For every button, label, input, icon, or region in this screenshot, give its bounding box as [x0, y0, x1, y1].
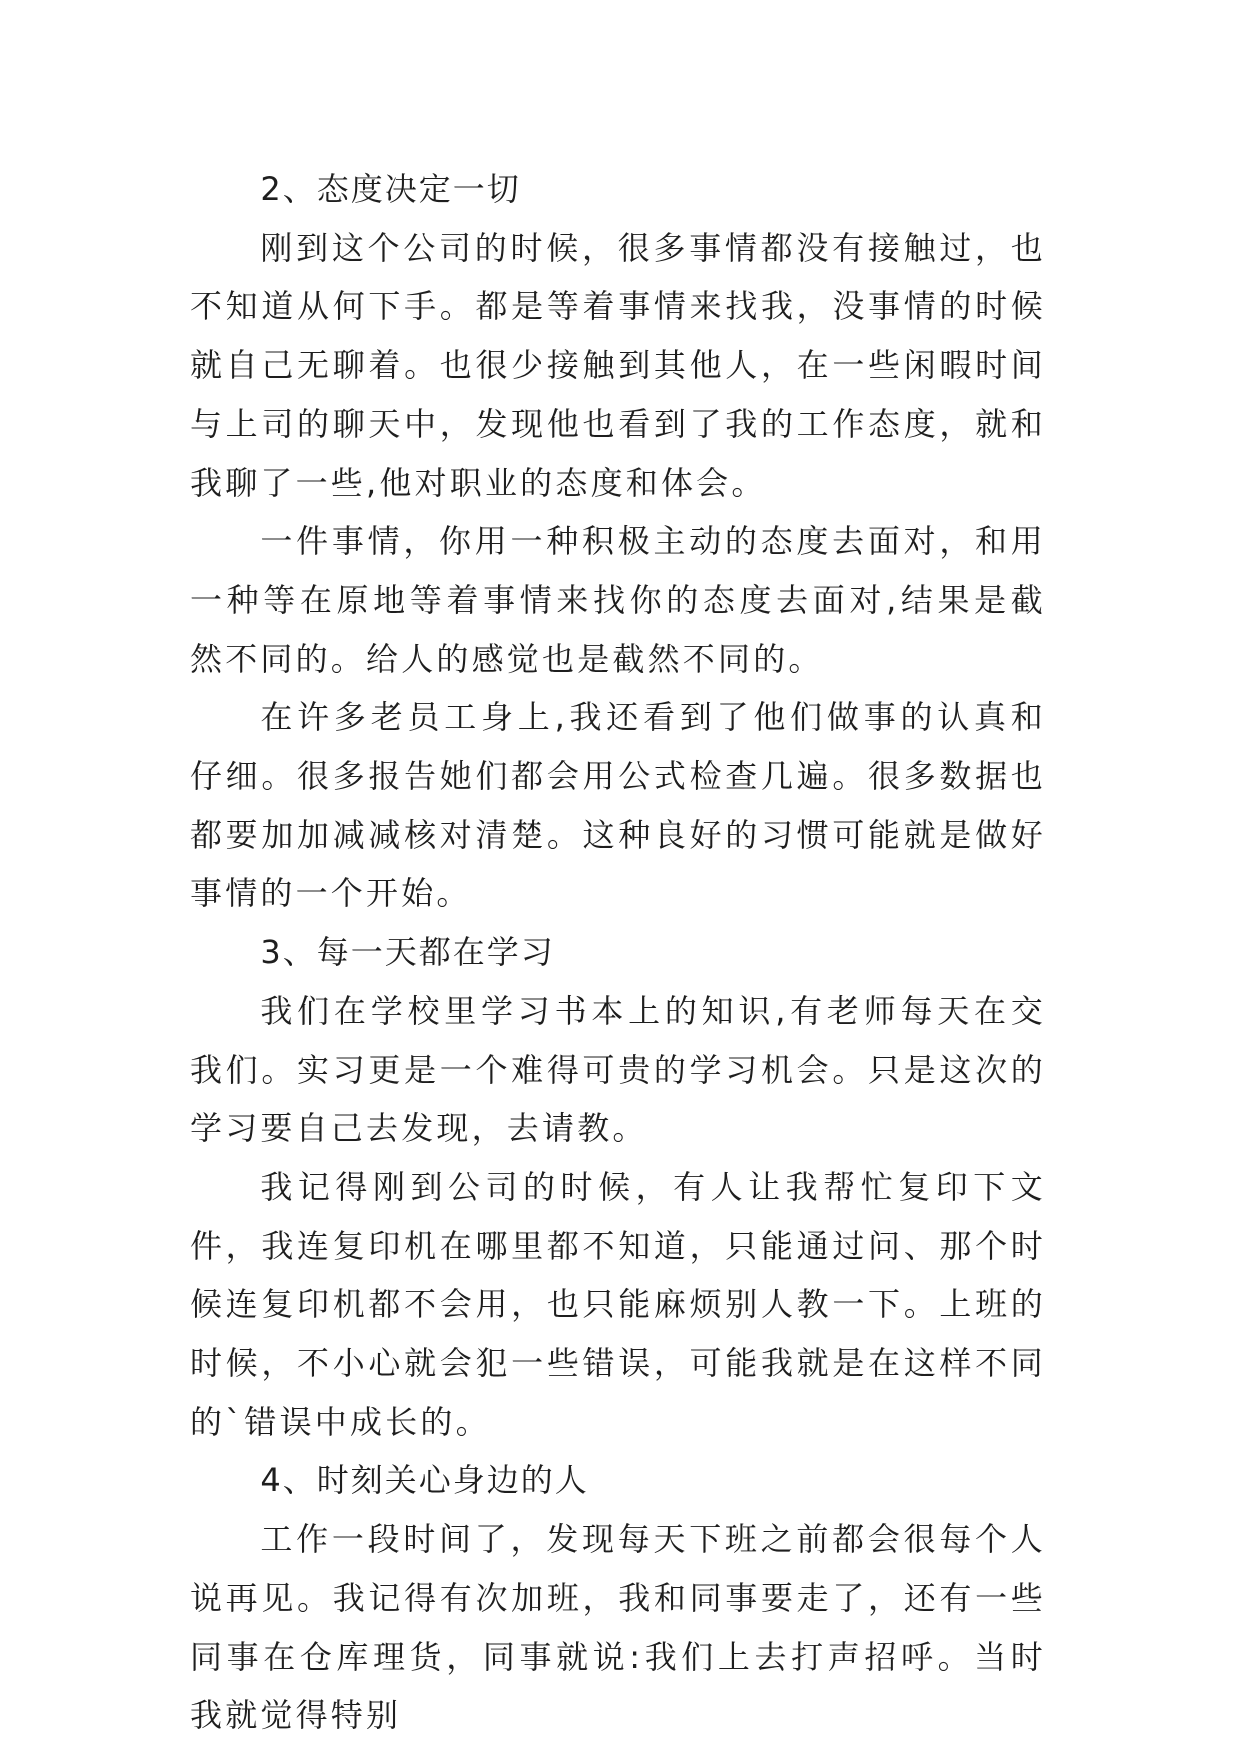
paragraph: 我们在学校里学习书本上的知识,有老师每天在交我们。实习更是一个难得可贵的学习机会。只是这次的学习要自己去发现，去请教。 [190, 991, 1046, 1148]
section-heading-attitude: 2、态度决定一切 [260, 170, 521, 208]
section-heading-learning: 3、每一天都在学习 [260, 933, 555, 972]
paragraph: 一件事情，你用一种积极主动的态度去面对，和用一种等在原地等着事情来找你的态度去面对,结果是截然不同的。给人的感觉也是截然不同的。 [190, 522, 1046, 678]
paragraph: 工作一段时间了，发现每天下班之前都会很每个人说再见。我记得有次加班，我和同事要走了，还有一些同事在仓库理货，同事就说:我们上去打声招呼。当时我就觉得特别 [190, 1520, 1046, 1735]
paragraph: 我记得刚到公司的时候，有人让我帮忙复印下文件，我连复印机在哪里都不知道，只能通过问、那个时候连复印机都不会用，也只能麻烦别人教一下。上班的时候，不小心就会犯一些错误，可能我就是在这样不同的`错误中成长的。 [190, 1167, 1046, 1441]
paragraph: 刚到这个公司的时候，很多事情都没有接触过，也不知道从何下手。都是等着事情来找我，没事情的时候就自己无聊着。也很少接触到其他人，在一些闲暇时间与上司的聊天中，发现他也看到了我的工作态度，就和我聊了一些,他对职业的态度和体会。 [190, 228, 1046, 502]
document-body [190, 160, 1046, 1745]
section-heading-care: 4、时刻关心身边的人 [260, 1461, 589, 1500]
paragraph: 在许多老员工身上,我还看到了他们做事的认真和仔细。很多报告她们都会用公式检查几遍。很多数据也都要加加减减核对清楚。这种良好的习惯可能就是做好事情的一个开始。 [190, 698, 1046, 913]
